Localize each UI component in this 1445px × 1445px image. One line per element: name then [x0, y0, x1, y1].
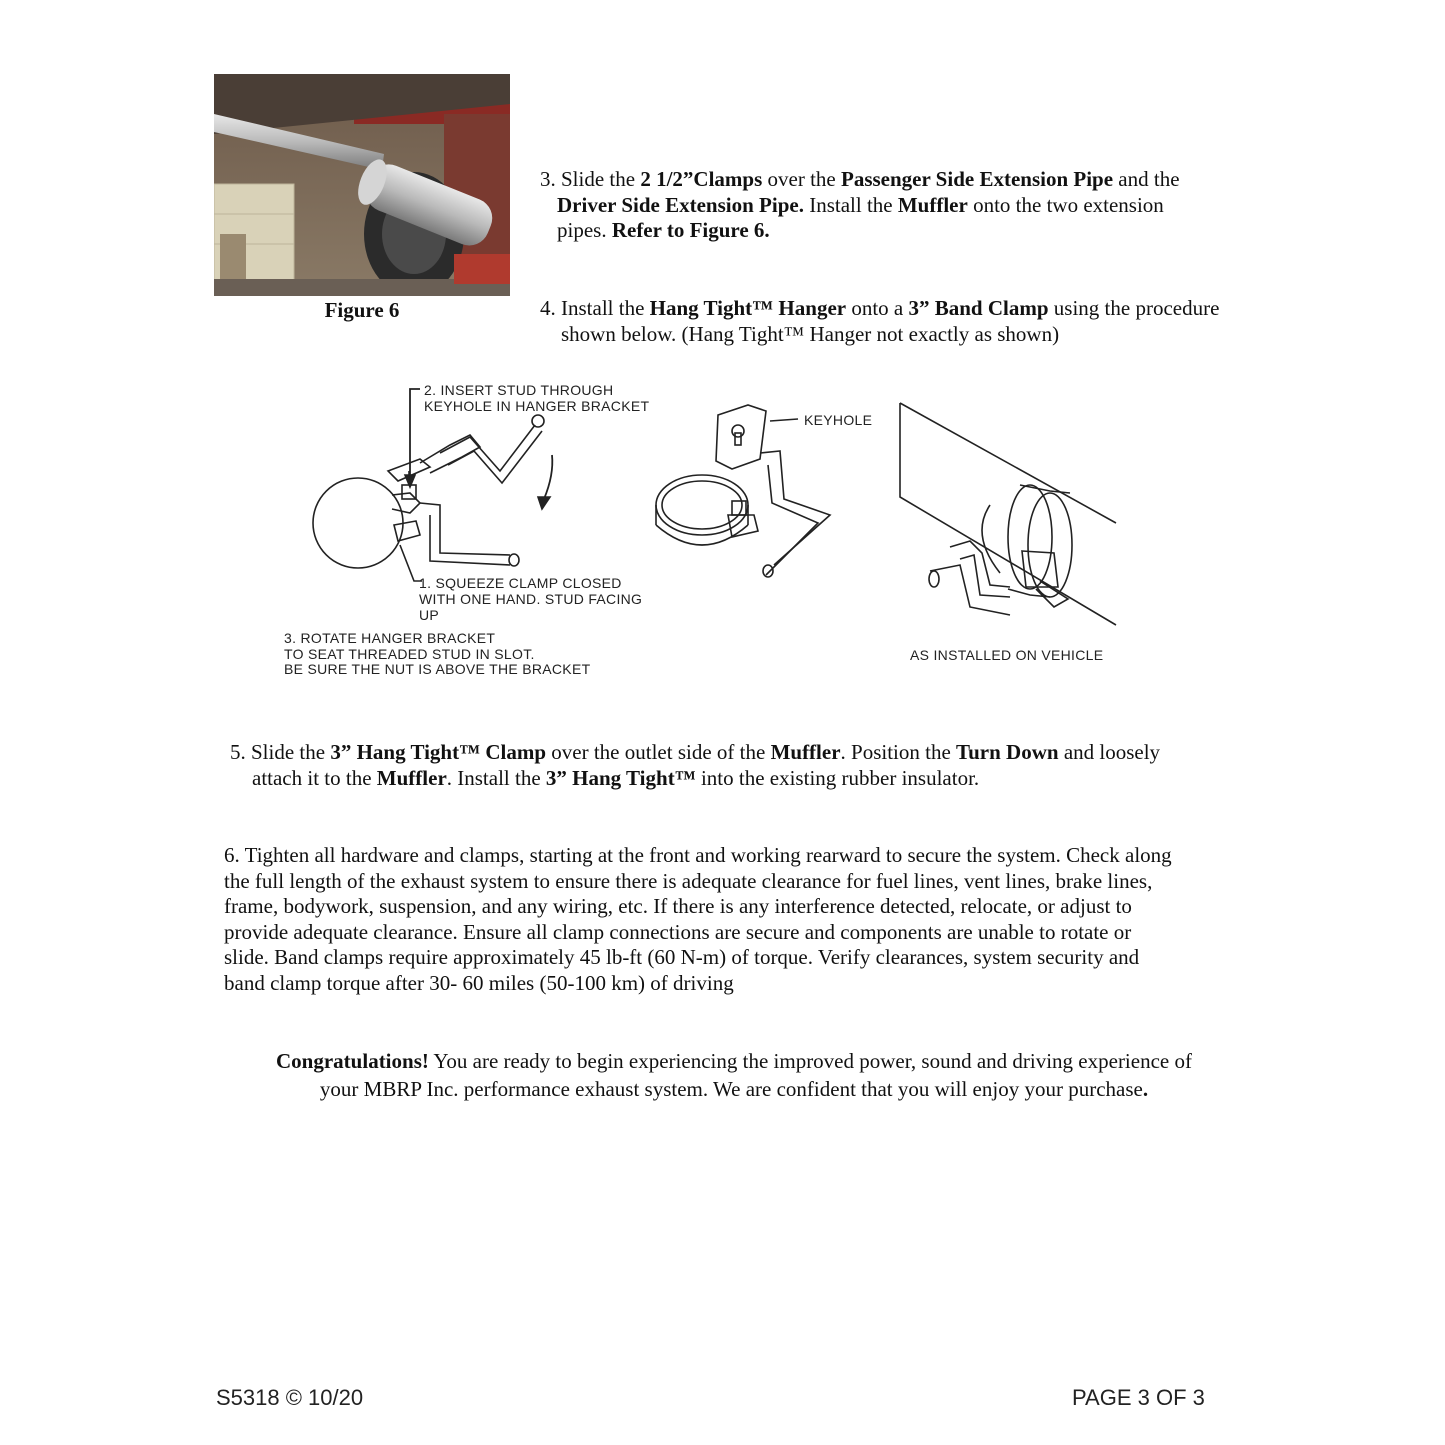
instruction-step-4	[540, 296, 1260, 347]
step-text: . Position the	[840, 740, 957, 764]
step-text: Slide the	[561, 167, 641, 191]
label-step-3-line-1: 3. ROTATE HANGER BRACKET	[284, 630, 496, 646]
figure-caption: Figure 6	[324, 298, 400, 322]
step-text: over the outlet side of the	[546, 740, 771, 764]
step-3-line-3	[540, 218, 1260, 244]
step-bold-text: Turn Down	[956, 740, 1059, 764]
step-3-line-2	[540, 193, 1260, 219]
step-text: using the procedure	[1048, 296, 1220, 320]
step-number: 4.	[540, 296, 556, 320]
step-6-line-1: 6. Tighten all hardware and clamps, starting at the front and working rearward to secure the system. Check along	[224, 843, 1172, 867]
step-bold-text: 2 1/2”Clamps	[640, 167, 763, 191]
step-bold-text: 3” Band Clamp	[908, 296, 1049, 320]
step-4-line-1	[540, 296, 1260, 322]
step-text: onto a	[846, 296, 909, 320]
congratulations-message	[214, 1047, 1254, 1103]
exhaust-photo-illustration	[214, 74, 510, 296]
step-text: Slide the	[251, 740, 331, 764]
step-text: Install the	[561, 296, 650, 320]
step-bold-text: Muffler	[376, 765, 447, 790]
page-number: PAGE 3 OF 3	[1072, 1385, 1205, 1410]
step-6-line-6: band clamp torque after 30- 60 miles (50-100 km) of driving	[224, 970, 734, 995]
step-bold-text: Muffler	[897, 192, 968, 217]
step-text: onto the two extension	[967, 192, 1164, 217]
keyhole-label: KEYHOLE	[804, 412, 873, 428]
congrats-line-2	[214, 1075, 1254, 1103]
label-step-2-line-1: 2. INSERT STUD THROUGH	[424, 382, 614, 398]
step-6-line-5: slide. Band clamps require approximately 45 lb-ft (60 N-m) of torque. Verify clearances, system security and	[224, 945, 1140, 969]
step-5-line-1	[230, 740, 1240, 766]
step-text: pipes.	[557, 218, 612, 242]
step-text: over the	[762, 167, 841, 191]
label-step-3-line-3: BE SURE THE NUT IS ABOVE THE BRACKET	[284, 661, 591, 677]
label-step-1-line-1: 1. SQUEEZE CLAMP CLOSED	[419, 575, 622, 591]
instruction-step-6	[224, 843, 1254, 996]
installed-label: AS INSTALLED ON VEHICLE	[910, 647, 1104, 663]
step-number: 5.	[230, 740, 246, 764]
congrats-bold: Congratulations!	[276, 1049, 429, 1073]
step-3-line-1	[540, 167, 1260, 193]
step-5-line-2	[230, 766, 1240, 792]
step-text: Install the	[803, 192, 898, 217]
step-number: 3.	[540, 167, 556, 191]
instruction-step-5	[230, 740, 1240, 791]
label-step-1-line-2: WITH ONE HAND. STUD FACING	[419, 591, 643, 607]
step-bold-text: Passenger Side Extension Pipe	[841, 167, 1114, 191]
figure-6-photo	[214, 74, 510, 296]
step-text: and loosely	[1058, 740, 1161, 764]
hanger-procedure-diagram	[270, 375, 1150, 695]
step-bold-text: 3” Hang Tight™	[545, 765, 696, 790]
label-step-1-line-3: UP	[419, 607, 440, 623]
label-step-3-line-2: TO SEAT THREADED STUD IN SLOT.	[284, 646, 535, 662]
congrats-line-1	[214, 1047, 1254, 1075]
step-6-line-3: frame, bodywork, suspension, and any wiring, etc. If there is any interference detected, relocate, or adjust to	[224, 894, 1132, 918]
step-bold-text: Hang Tight™ Hanger	[649, 296, 847, 320]
step-text: attach it to the	[252, 765, 377, 790]
step-4-line-2: shown below. (Hang Tight™ Hanger not exactly as shown)	[561, 321, 1060, 346]
step-bold-text: Muffler	[770, 740, 841, 764]
congrats-text: your MBRP Inc. performance exhaust system. We are confident that you will enjoy your purchase	[319, 1077, 1143, 1101]
step-text: into the existing rubber insulator.	[695, 765, 980, 790]
step-text: and the	[1113, 167, 1180, 191]
instruction-step-3	[540, 167, 1260, 244]
step-6-line-4: provide adequate clearance. Ensure all clamp connections are secure and components are unable to rotate or	[224, 919, 1132, 944]
congrats-bold: .	[1142, 1077, 1149, 1101]
step-6-line-2: the full length of the exhaust system to ensure there is adequate clearance for fuel lines, vent lines, brake lines,	[224, 868, 1153, 893]
step-bold-text: 3” Hang Tight™ Clamp	[330, 740, 547, 764]
step-text: . Install the	[446, 765, 546, 790]
document-code: S5318 © 10/20	[216, 1385, 364, 1410]
congrats-text: You are ready to begin experiencing the improved power, sound and driving experience of	[428, 1049, 1192, 1073]
label-step-2-line-2: KEYHOLE IN HANGER BRACKET	[424, 398, 650, 414]
step-bold-text: Refer to Figure 6.	[611, 218, 770, 242]
diagram-labels	[270, 375, 1150, 695]
step-bold-text: Driver Side Extension Pipe.	[557, 192, 804, 217]
